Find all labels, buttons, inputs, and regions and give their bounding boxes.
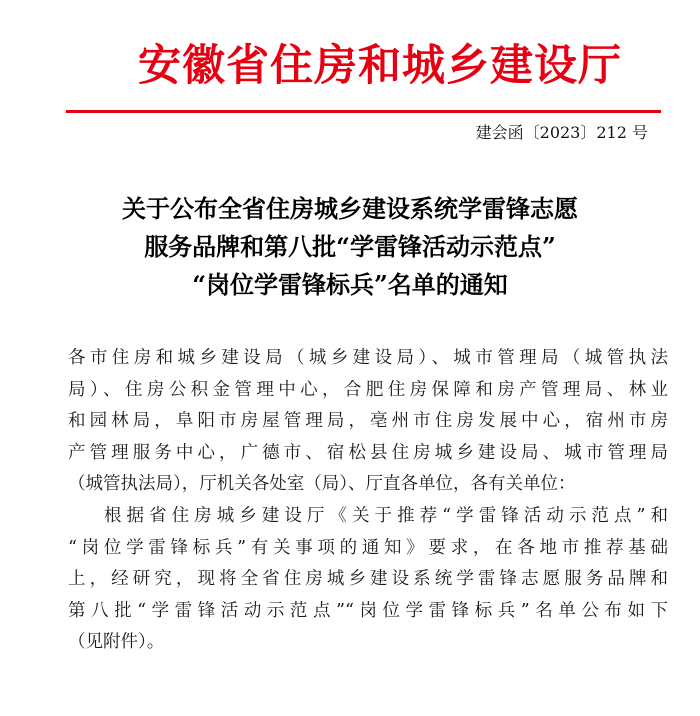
body-line-5: （见附件）。 xyxy=(68,632,165,653)
addressee-line-3: 和园林局，阜阳市房屋管理局，亳州市住房发展中心，宿州市房 xyxy=(68,411,668,432)
addressee-line-2: 局）、住房公积金管理中心，合肥住房保障和房产管理局、林业 xyxy=(68,379,668,400)
body-line-4: 第八批“学雷锋活动示范点”“岗位学雷锋标兵”名单公布如下 xyxy=(68,600,668,621)
addressee-line-1: 各市住房和城乡建设局（城乡建设局）、城市管理局（城管执法 xyxy=(68,348,668,368)
document-number: 建会函〔2023〕212 号 xyxy=(475,123,648,142)
addressee-paragraph xyxy=(68,343,668,501)
title-line-3: “岗位学雷锋标兵”名单的通知 xyxy=(192,270,508,299)
issuer-masthead: 安徽省住房和城乡建设厅 xyxy=(138,41,622,91)
document-body xyxy=(68,343,668,659)
title-line-1: 关于公布全省住房城乡建设系统学雷锋志愿 xyxy=(122,194,578,223)
body-line-2: “岗位学雷锋标兵”有关事项的通知》要求，在各地市推荐基础 xyxy=(68,537,668,558)
body-paragraph xyxy=(68,501,668,659)
document-title xyxy=(0,190,700,304)
addressee-line-5: （城管执法局），厅机关各处室（局）、厅直各单位，各有关单位： xyxy=(68,474,576,495)
title-line-2: 服务品牌和第八批“学雷锋活动示范点” xyxy=(144,232,556,261)
masthead-red-rule xyxy=(66,110,661,113)
body-line-1: 根据省住房城乡建设厅《关于推荐“学雷锋活动示范点”和 xyxy=(104,505,668,526)
addressee-line-4: 产管理服务中心，广德市、宿松县住房城乡建设局、城市管理局 xyxy=(68,442,668,463)
body-line-3: 上，经研究，现将全省住房城乡建设系统学雷锋志愿服务品牌和 xyxy=(68,569,668,590)
